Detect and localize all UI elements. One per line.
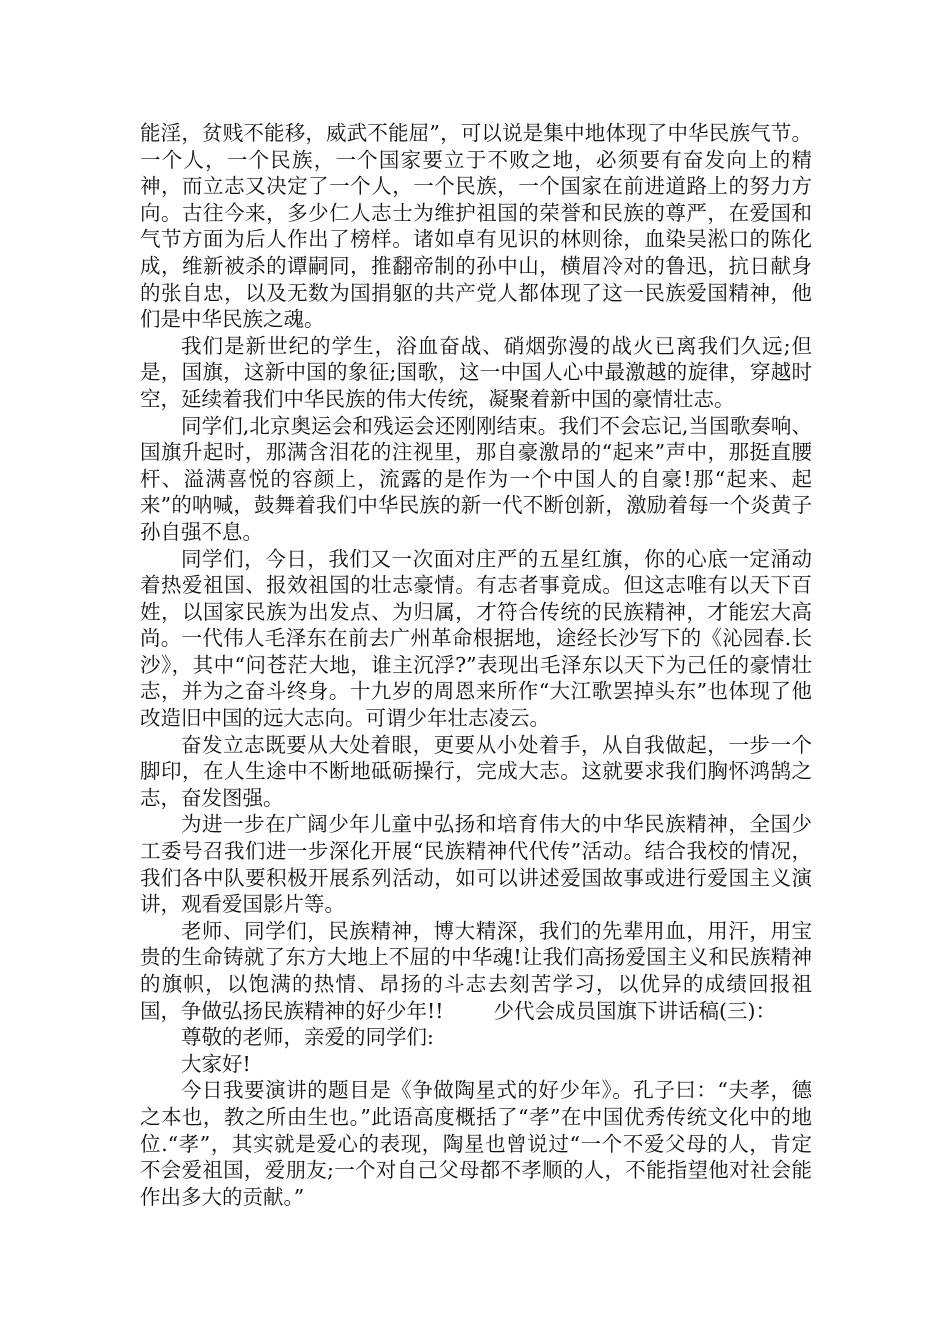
paragraph-6: 为进一步在广阔少年儿童中弘扬和培育伟大的中华民族精神，全国少工委号召我们进一步深化开展“民族精神代代传”活动。结合我校的情况，我们各中队要积极开展系列活动，如可以讲述爱国故事或进行爱国主义演讲，观看爱国影片等。	[140, 812, 812, 917]
paragraph-5: 奋发立志既要从大处着眼，更要从小处着手，从自我做起，一步一个脚印，在人生途中不断地砥砺操行，完成大志。这就要求我们胸怀鸿鹄之志，奋发图强。	[140, 732, 812, 810]
greeting-line: 尊敬的老师，亲爱的同学们:	[181, 1025, 434, 1050]
paragraph-7-body: 老师、同学们，民族精神，博大精深，我们的先辈用血，用汗，用宝贵的生命铸就了东方大地上不屈的中华魂!让我们高扬爱国主义和民族精神的旗帜，以饱满的热情、昂扬的斗志去刻苦学习，以优异的成绩回报祖国，争做弘扬民族精神的好少年!!	[140, 918, 812, 1023]
section-heading: 少代会成员国旗下讲话稿(三)：	[493, 998, 776, 1023]
paragraph-7	[140, 918, 812, 1024]
paragraph-3: 同学们,北京奥运会和残运会还刚刚结束。我们不会忘记,当国歌奏响、国旗升起时，那满含泪花的注视里，那自豪激昂的“起来”声中，那挺直腰杆、溢满喜悦的容颜上，流露的是作为一个中国人的自豪!那“起来、起来”的呐喊，鼓舞着我们中华民族的新一代不断创新，激励着每一个炎黄子孙自强不息。	[140, 413, 812, 544]
paragraph-10: 今日我要演讲的题目是《争做陶星式的好少年》。孔子曰：“夫孝，德之本也，教之所由生也。”此语高度概括了“孝”在中国优秀传统文化中的地位.“孝”，其实就是爱心的表现，陶星也曾说过“一个不爱父母的人，肯定不会爱祖国，爱朋友;一个对自己父母都不孝顺的人，不能指望他对社会能作出多大的贡献。”	[140, 1078, 812, 1209]
greeting-hello: 大家好!	[181, 1051, 251, 1076]
paragraph-4: 同学们，今日，我们又一次面对庄严的五星红旗，你的心底一定涌动着热爱祖国、报效祖国的壮志豪情。有志者事竟成。但这志唯有以天下百姓，以国家民族为出发点、为归属，才符合传统的民族精神，才能宏大高尚。一代伟人毛泽东在前去广州革命根据地，途经长沙写下的《沁园春.长沙》，其中“问苍茫大地，谁主沉浮?”表现出毛泽东以天下为己任的豪情壮志，并为之奋斗终身。十九岁的周恩来所作“大江歌罢掉头东”也体现了他改造旧中国的远大志向。可谓少年壮志凌云。	[140, 546, 812, 731]
document-page	[140, 120, 812, 1210]
paragraph-2: 我们是新世纪的学生，浴血奋战、硝烟弥漫的战火已离我们久远;但是，国旗，这新中国的象征;国歌，这一中国人心中最激越的旋律，穿越时空，延续着我们中华民族的伟大传统，凝聚着新中国的豪情壮志。	[140, 333, 812, 411]
paragraph-1: 能淫，贫贱不能移，威武不能屈”，可以说是集中地体现了中华民族气节。一个人，一个民族，一个国家要立于不败之地，必须要有奋发向上的精神，而立志又决定了一个人，一个民族，一个国家在前进道路上的努力方向。古往今来，多少仁人志士为维护祖国的荣誉和民族的尊严，在爱国和气节方面为后人作出了榜样。诸如卓有见识的林则徐，血染吴淞口的陈化成，维新被杀的谭嗣同，推翻帝制的孙中山，横眉冷对的鲁迅，抗日献身的张自忠，以及无数为国捐躯的共产党人都体现了这一民族爱国精神，他们是中华民族之魂。	[140, 121, 812, 332]
